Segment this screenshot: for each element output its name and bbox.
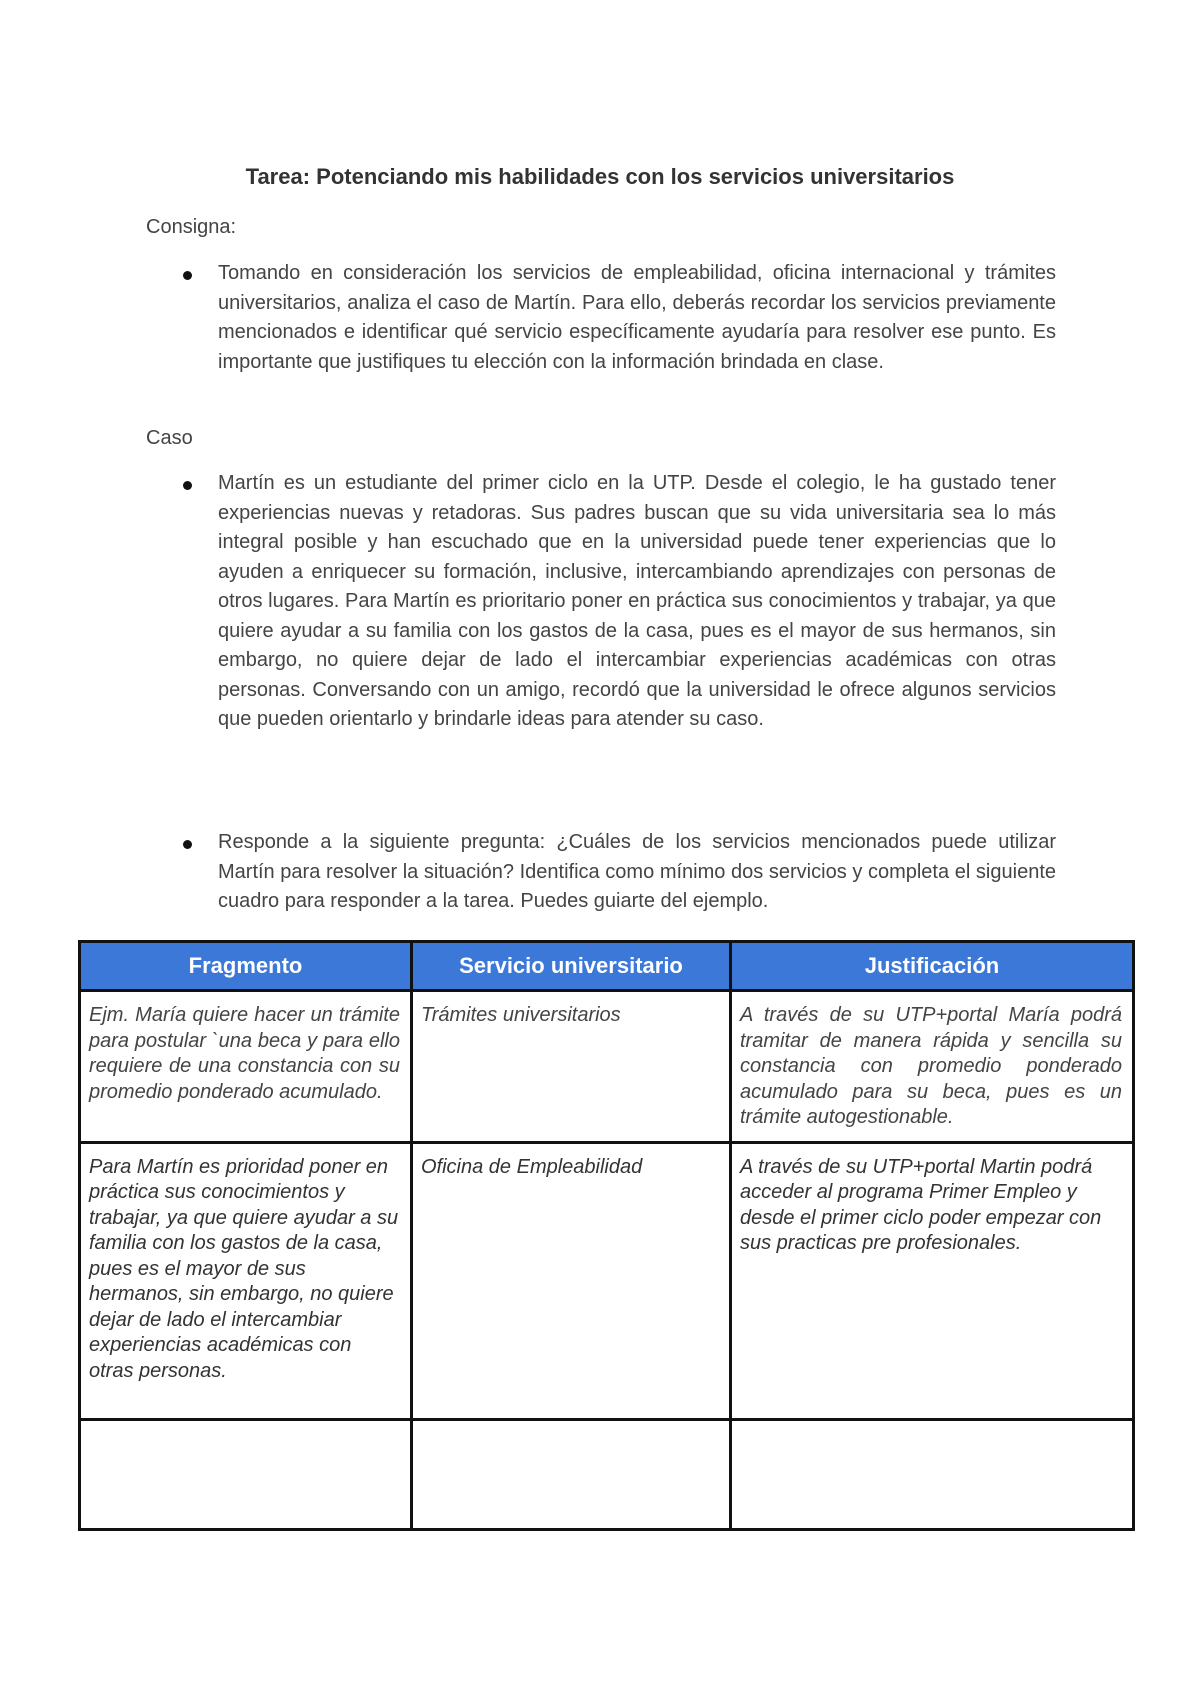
consigna-text: Tomando en consideración los servicios de empleabilidad, oficina internacional y trámites universitarios, analiza el caso de Martín. Para ello, deberás recordar los servicios previamente mencionados e identificar qué servicio específicamente ayudaría para resolver ese punto. Es importante que justifiques tu elección con la información brindada en clase. — [218, 262, 1056, 373]
header-servicio: Servicio universitario — [412, 942, 731, 991]
cell-servicio[interactable]: Oficina de Empleabilidad — [412, 1142, 731, 1419]
cell-fragmento[interactable]: Para Martín es prioridad poner en práctica sus conocimientos y trabajar, ya que quiere ayudar a su familia con los gastos de la casa, pues es el mayor de sus hermanos, sin embargo, no quiere dejar de lado el intercambiar experiencias académicas con otras personas. — [80, 1142, 412, 1419]
caso-label: Caso — [146, 427, 193, 449]
pregunta-text: Responde a la siguiente pregunta: ¿Cuáles de los servicios mencionados puede utilizar Martín para resolver la situación? Identifica como mínimo dos servicios y completa el siguiente cuadro para responder a la tarea. Puedes guiarte del ejemplo. — [218, 831, 1056, 912]
bullet-icon — [183, 481, 192, 490]
page-title: Tarea: Potenciando mis habilidades con los servicios universitarios — [245, 164, 955, 189]
consigna-label: Consigna: — [146, 216, 237, 238]
cell-servicio[interactable] — [412, 1419, 731, 1529]
table-header-row — [80, 942, 1134, 991]
table-row — [80, 991, 1134, 1143]
cell-justificacion[interactable]: A través de su UTP+portal María podrá tramitar de manera rápida y sencilla su constancia con promedio ponderado acumulado para su beca, pues es un trámite autogestionable. — [731, 991, 1134, 1143]
bullet-icon — [183, 271, 192, 280]
cell-justificacion[interactable] — [731, 1419, 1134, 1529]
caso-text: Martín es un estudiante del primer ciclo en la UTP. Desde el colegio, le ha gustado tener experiencias nuevas y retadoras. Sus padres buscan que su vida universitaria sea lo más integral posible y han escuchado que en la universidad puede tener experiencias que lo ayuden a enriquecer su formación, inclusive, intercambiando aprendizajes con personas de otros lugares. Para Martín es prioritario poner en práctica sus conocimientos y trabajar, ya que quiere ayudar a su familia con los gastos de la casa, pues es el mayor de sus hermanos, sin embargo, no quiere dejar de lado el intercambiar experiencias académicas con otras personas. Conversando con un amigo, recordó que la universidad le ofrece algunos servicios que pueden orientarlo y brindarle ideas para atender su caso. — [218, 472, 1056, 730]
cell-fragmento[interactable]: Ejm. María quiere hacer un trámite para postular `una beca y para ello requiere de una constancia con su promedio ponderado acumulado. — [80, 991, 412, 1143]
header-justificacion: Justificación — [731, 942, 1134, 991]
answer-table — [78, 940, 1135, 1531]
cell-fragmento[interactable] — [80, 1419, 412, 1529]
cell-servicio[interactable]: Trámites universitarios — [412, 991, 731, 1143]
header-fragmento: Fragmento — [80, 942, 412, 991]
table-row — [80, 1142, 1134, 1419]
cell-justificacion[interactable]: A través de su UTP+portal Martin podrá acceder al programa Primer Empleo y desde el primer ciclo poder empezar con sus practicas pre profesionales. — [731, 1142, 1134, 1419]
table-row — [80, 1419, 1134, 1529]
bullet-icon — [183, 840, 192, 849]
